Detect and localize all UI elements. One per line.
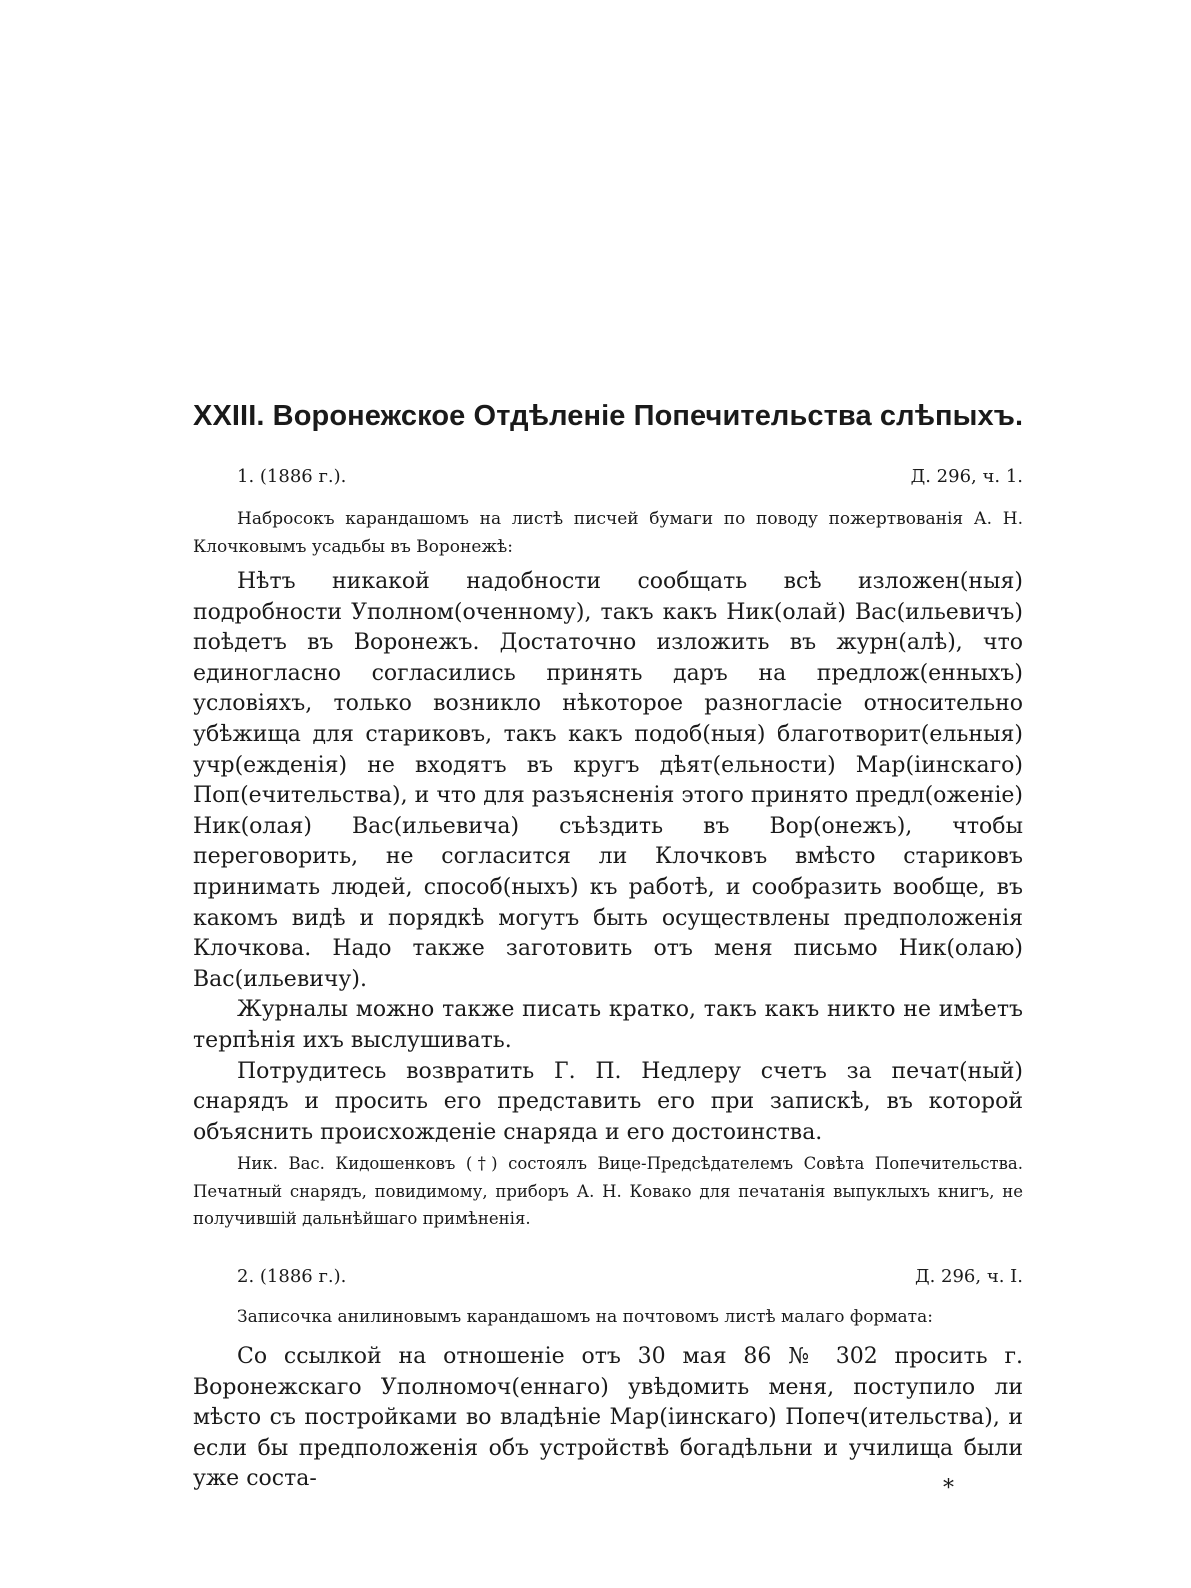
- entry-2-body: [193, 1342, 1023, 1495]
- entry-2-description-text: Записочка анилиновымъ карандашомъ на почтовомъ листѣ малаго формата:: [237, 1307, 933, 1327]
- entry-1-body: [193, 567, 1023, 1148]
- entry-1-paragraph-3: Потрудитесь возвратить Г. П. Недлеру счетъ за печат(ный) снарядъ и просить его представить его при запискѣ, въ которой объяснить происхожденіе снаряда и его достоинства.: [193, 1058, 1023, 1145]
- entry-1-number: 1. (1886 г.).: [237, 466, 347, 487]
- entry-1-paragraph-2: Журналы можно также писать кратко, такъ какъ никто не имѣетъ терпѣнія ихъ выслушивать.: [193, 997, 1023, 1053]
- entry-2-number: 2. (1886 г.).: [237, 1266, 347, 1287]
- entry-1-note: [193, 1150, 1023, 1233]
- entry-1-note-text: Ник. Вас. Кидошенковъ (†) состоялъ Вице-Предсѣдателемъ Совѣта Попечительства. Печатный снарядъ, повидимому, приборъ А. Н. Ковако для печатанія выпуклыхъ книгъ, не получившій дальнѣйшаго примѣненія.: [193, 1154, 1023, 1228]
- entry-2-description: [193, 1303, 1023, 1331]
- entry-1-paragraph-1: Нѣтъ никакой надобности сообщать всѣ изложен(ныя) подробности Уполном(оченному), такъ какъ Ник(олай) Вас(ильевичъ) поѣдетъ въ Воронежъ. Достаточно изложить въ журн(алѣ), что единогласно согласились принять даръ на предлож(енныхъ) условіяхъ, только возникло нѣкоторое разногласіе относительно убѣжища для стариковъ, такъ какъ подоб(ныя) благотворит(ельныя) учр(ежденія) не входятъ въ кругъ дѣят(ельности) Мар(іинскаго) Поп(ечительства), и что для разъясненія этого принято предл(оженіе) Ник(олая) Вас(ильевича) съѣздить въ Вор(онежъ), чтобы переговорить, не согласится ли Клочковъ вмѣсто стариковъ принимать людей, способ(ныхъ) къ работѣ, и сообразить вообще, въ какомъ видѣ и порядкѣ могутъ быть осуществлены предположенія Клочкова. Надо также заготовить отъ меня письмо Ник(олаю) Вас(ильевичу).: [193, 569, 1023, 992]
- entry-1-reference: Д. 296, ч. 1.: [910, 466, 1023, 487]
- entry-2-paragraph-1: Со ссылкой на отношеніе отъ 30 мая 86 № 302 просить г. Воронежскаго Уполномоч(еннаго) увѣдомить меня, поступило ли мѣсто съ постройками во владѣніе Мар(іинскаго) Попеч(ительства), и если бы предположенія объ устройствѣ богадѣльни и училища были уже соста-: [193, 1344, 1023, 1492]
- document-page: [193, 0, 1023, 1588]
- entry-1-description: [193, 505, 1023, 561]
- entry-1-description-text: Набросокъ карандашомъ на листѣ писчей бумаги по поводу пожертвованія А. Н. Клочковымъ усадьбы въ Воронежѣ:: [193, 509, 1023, 557]
- entry-1-header: [237, 463, 1023, 491]
- entry-2-reference: Д. 296, ч. I.: [914, 1266, 1023, 1287]
- footer-mark: *: [943, 1476, 954, 1501]
- section-title: XXIII. Воронежское Отдѣленіе Попечительства слѣпыхъ.: [193, 400, 1024, 432]
- entry-2-header: [237, 1263, 1023, 1291]
